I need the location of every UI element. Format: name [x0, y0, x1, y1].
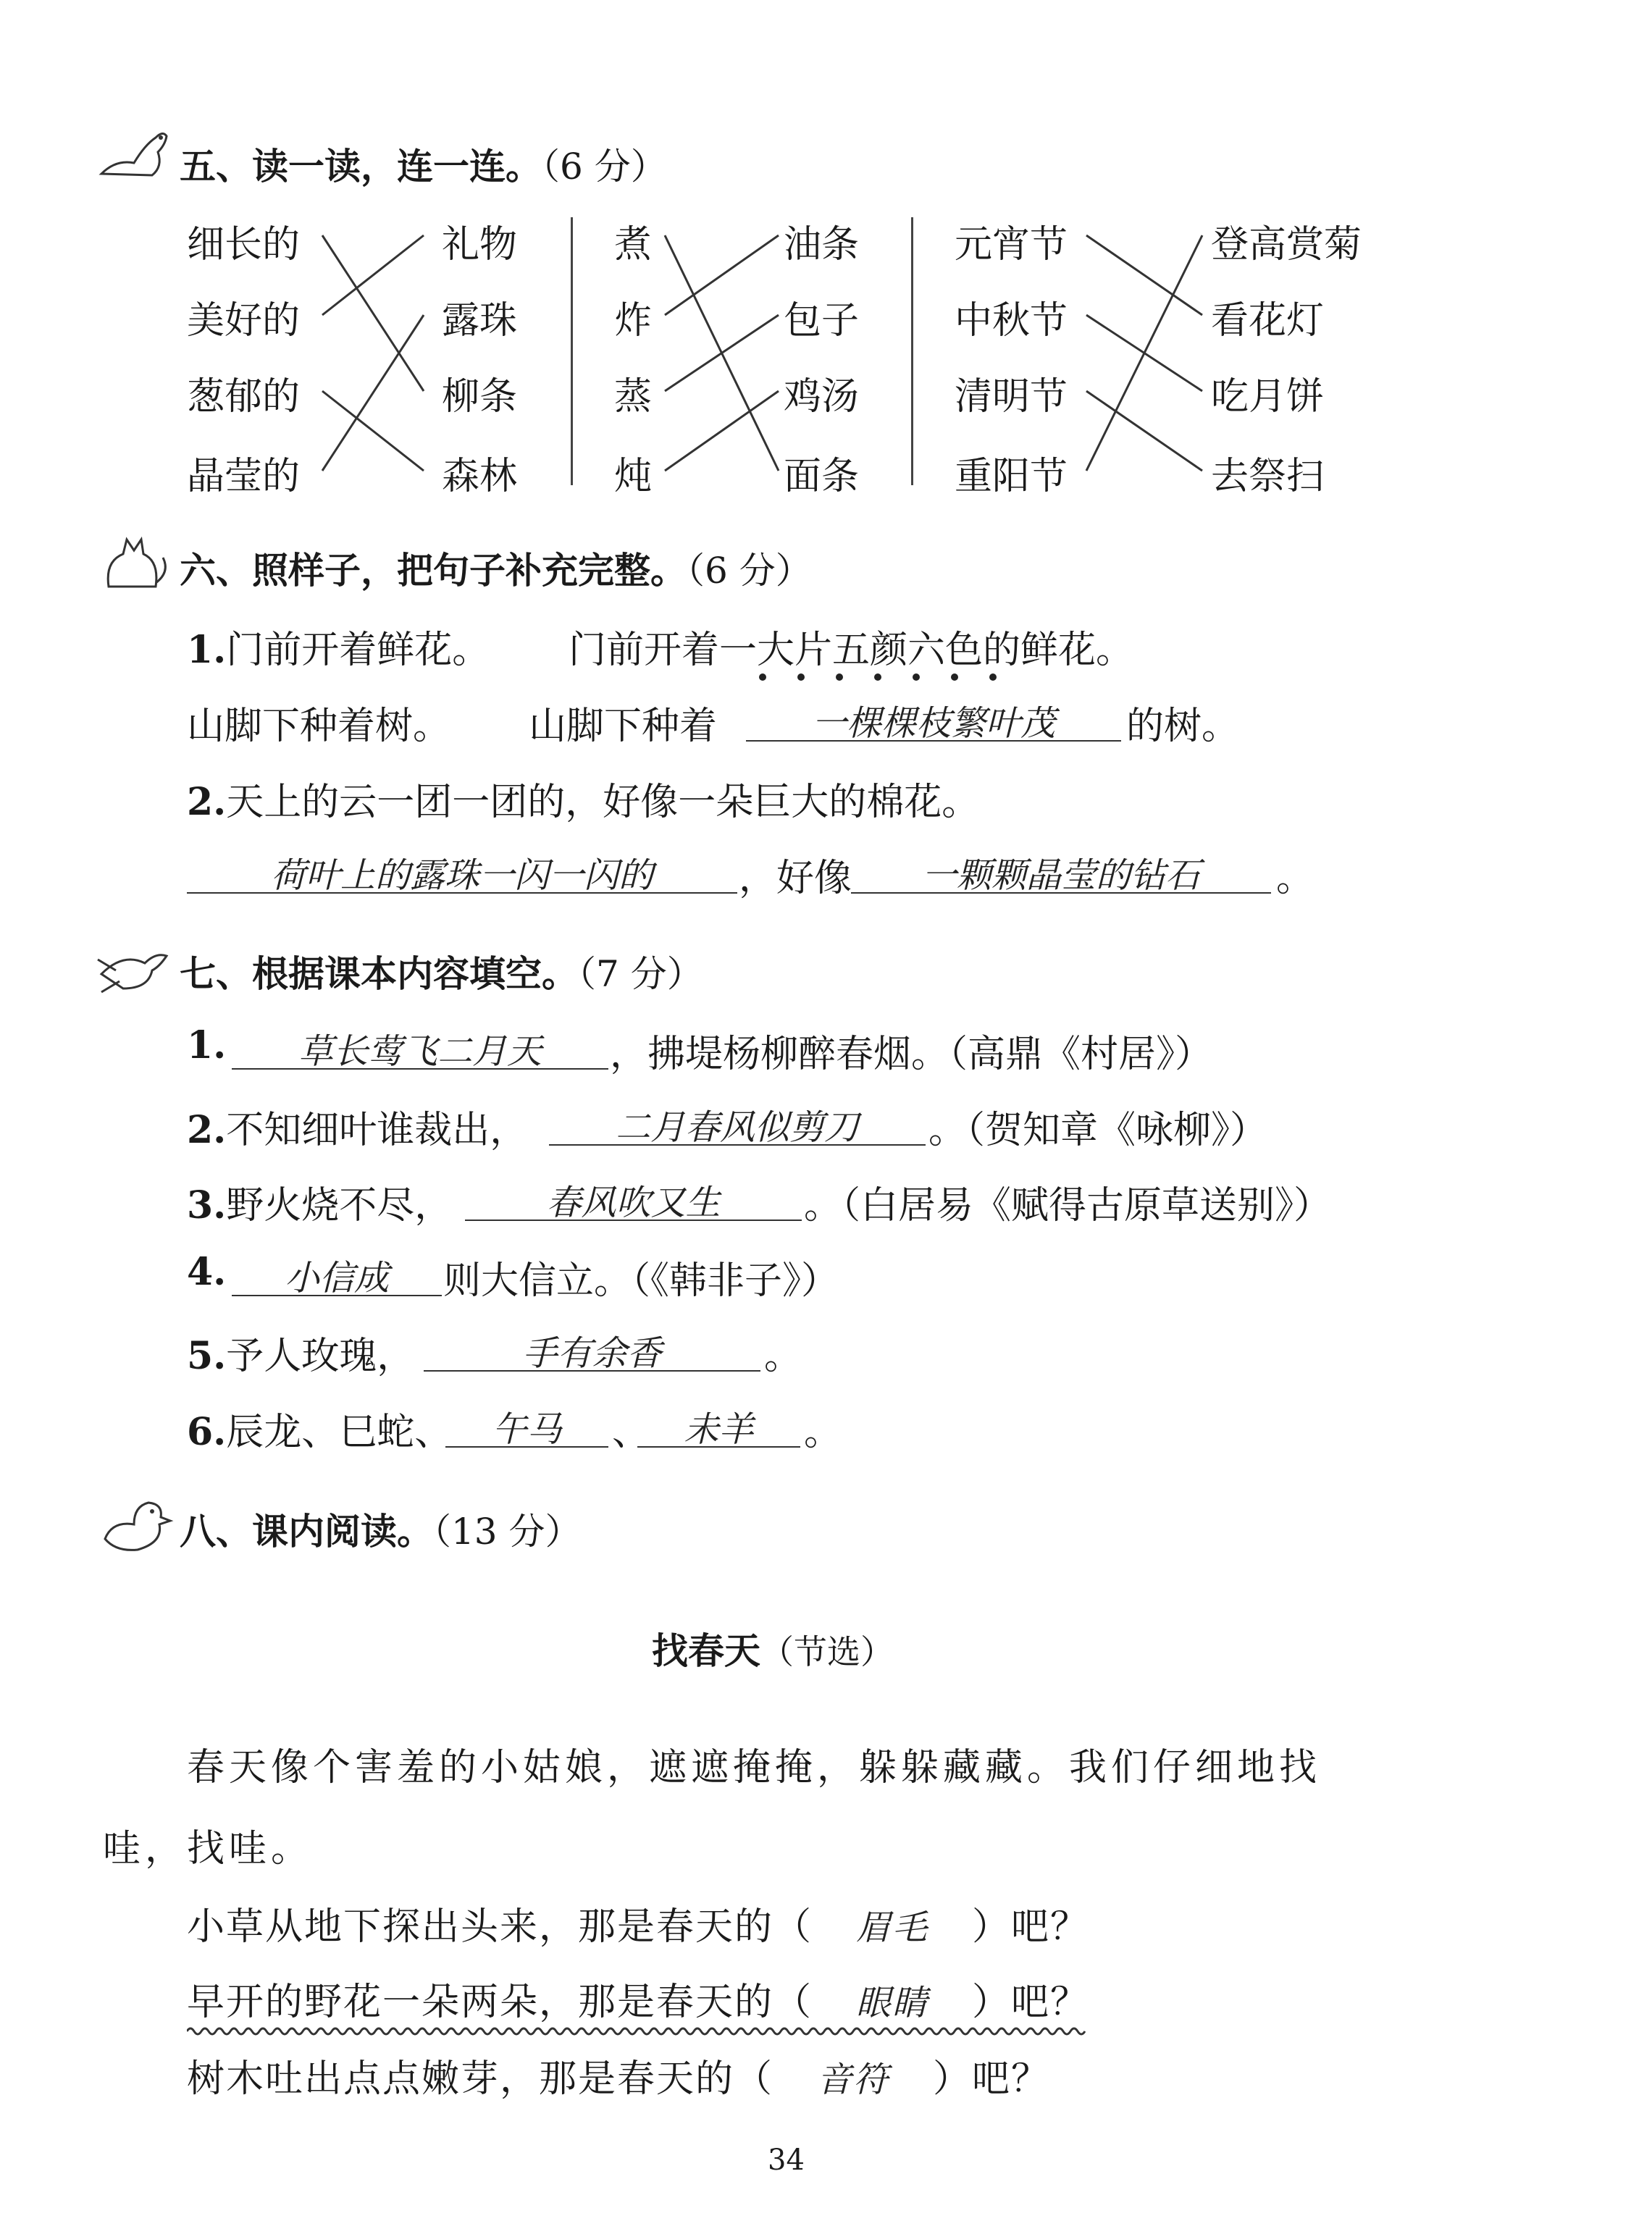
q7-2-pre: 2.不知细叶谁裁出， [187, 1108, 528, 1152]
q6-1b-text: 山脚下种着树。 [187, 705, 451, 748]
duck-icon [94, 1488, 177, 1557]
g2-left-4: 炖 [614, 455, 653, 498]
q7-3-text: 。（白居易《赋得古原草送别》） [804, 1184, 1332, 1227]
match-line [665, 391, 779, 471]
section-5-title: 五、读一读，连一连。（6 分） [180, 146, 667, 188]
g2-left-1: 煮 [614, 223, 653, 266]
q6-2-end: 。 [1276, 857, 1315, 900]
passage-line-notes: 树木吐出点点嫩芽，那是春天的（ 音符 ）吧？ [187, 2048, 1050, 2102]
matching-lines [0, 0, 1652, 507]
g3-right-2: 看花灯 [1211, 299, 1325, 343]
q7-6-text: 。 [804, 1411, 842, 1454]
g3-left-2: 中秋节 [955, 299, 1068, 343]
emphasis-dots [759, 670, 1028, 684]
q7-3-pre: 3.野火烧不尽， [187, 1183, 453, 1227]
g3-right-1: 登高赏菊 [1211, 223, 1362, 266]
g3-left-3: 清明节 [955, 375, 1068, 419]
passage-line-eyebrow: 小草从地下探出头来，那是春天的（ 眉毛 ）吧？ [187, 1896, 1089, 1950]
answer-blank[interactable]: 手有余香 [424, 1325, 760, 1372]
dotted-emphasis: 一大片五颜六色 [719, 629, 984, 672]
match-line [1086, 235, 1202, 315]
wavy-underline [187, 2024, 1092, 2039]
answer-blank: 眼睛 [856, 1983, 929, 2023]
match-line [1086, 235, 1202, 471]
g1-left-3: 葱郁的 [187, 375, 301, 419]
answer-blank: 眉毛 [856, 1907, 929, 1948]
g2-right-2: 包子 [784, 299, 860, 343]
answer-blank[interactable]: 春风吹又生 [465, 1175, 802, 1221]
answer-blank[interactable]: 一棵棵枝繁叶茂 [746, 695, 1121, 742]
q6-1b-post: 的树。 [1126, 705, 1240, 748]
answer-blank[interactable]: 未羊 [637, 1401, 800, 1448]
g2-right-1: 油条 [784, 223, 860, 266]
match-line [1086, 391, 1202, 471]
cat-icon [94, 521, 174, 594]
passage-line-eyes: 早开的野花一朵两朵，那是春天的（ 眼睛 ）吧？ [187, 1971, 1089, 2026]
q7-2-text: 。（贺知章《咏柳》） [928, 1109, 1268, 1152]
section-6-title: 六、照样子，把句子补充完整。（6 分） [180, 550, 812, 592]
answer-blank: 音符 [817, 2060, 890, 2100]
answer-blank[interactable]: 荷叶上的露珠一闪一闪的 [187, 847, 737, 894]
answer-blank[interactable]: 午马 [445, 1401, 608, 1448]
q7-5-pre: 5.予人玫瑰， [187, 1334, 415, 1378]
q6-2-mid: ，好像 [739, 857, 852, 900]
q7-1-num: 1. [187, 1023, 227, 1067]
section-7-title: 七、根据课本内容填空。（7 分） [180, 953, 703, 995]
q6-1-example: 门前开着一大片五颜六色的鲜花。 [569, 629, 1134, 672]
answer-blank[interactable]: 草长莺飞二月天 [232, 1023, 608, 1070]
q7-4-num: 4. [187, 1250, 227, 1294]
g3-left-1: 元宵节 [955, 223, 1068, 266]
answer-blank[interactable]: 一颗颗晶莹的钻石 [851, 847, 1271, 894]
g3-left-4: 重阳节 [955, 455, 1068, 498]
q6-2-line: 2.天上的云一团一团的，好像一朵巨大的棉花。 [187, 780, 980, 824]
g3-right-4: 去祭扫 [1211, 455, 1325, 498]
section-8-title: 八、课内阅读。（13 分） [180, 1511, 582, 1553]
g1-right-3: 柳条 [442, 375, 518, 419]
g1-left-1: 细长的 [187, 223, 301, 266]
g3-right-3: 吃月饼 [1211, 375, 1325, 419]
q6-1b-pre: 山脚下种着 [529, 705, 718, 748]
match-line [322, 391, 424, 471]
g2-right-3: 鸡汤 [784, 375, 860, 419]
g1-left-4: 晶莹的 [187, 455, 301, 498]
bird-icon [94, 931, 177, 999]
passage-title: 找春天（节选） [652, 1630, 894, 1672]
q7-6-pre: 6.辰龙、巳蛇、 [187, 1410, 453, 1454]
q7-6-sep: 、 [612, 1411, 650, 1454]
g1-right-4: 森林 [442, 455, 518, 498]
q6-1-line: 1.门前开着鲜花。 [187, 628, 490, 672]
q7-1-text: ，拂堤杨柳醉春烟。（高鼎《村居》） [610, 1033, 1213, 1076]
g2-left-3: 蒸 [614, 375, 653, 419]
match-line [665, 235, 779, 315]
g2-right-4: 面条 [784, 455, 860, 498]
q7-5-text: 。 [764, 1335, 802, 1378]
q7-4-text: 则大信立。（《韩非子》） [443, 1259, 839, 1303]
match-line [322, 315, 424, 471]
match-line [322, 235, 424, 315]
answer-blank[interactable]: 小信成 [232, 1250, 442, 1296]
passage-paragraph-line-2: 哇，找哇。 [103, 1827, 314, 1871]
answer-blank[interactable]: 二月春风似剪刀 [549, 1099, 926, 1146]
g1-left-2: 美好的 [187, 299, 301, 343]
page-number: 34 [768, 2144, 805, 2177]
g1-right-1: 礼物 [442, 223, 518, 266]
g2-left-2: 炸 [614, 299, 653, 343]
match-line [322, 235, 424, 391]
g1-right-2: 露珠 [442, 299, 518, 343]
passage-paragraph-line-1: 春天像个害羞的小姑娘，遮遮掩掩，躲躲藏藏。我们仔细地找 [187, 1746, 1322, 1789]
match-line [665, 315, 779, 391]
